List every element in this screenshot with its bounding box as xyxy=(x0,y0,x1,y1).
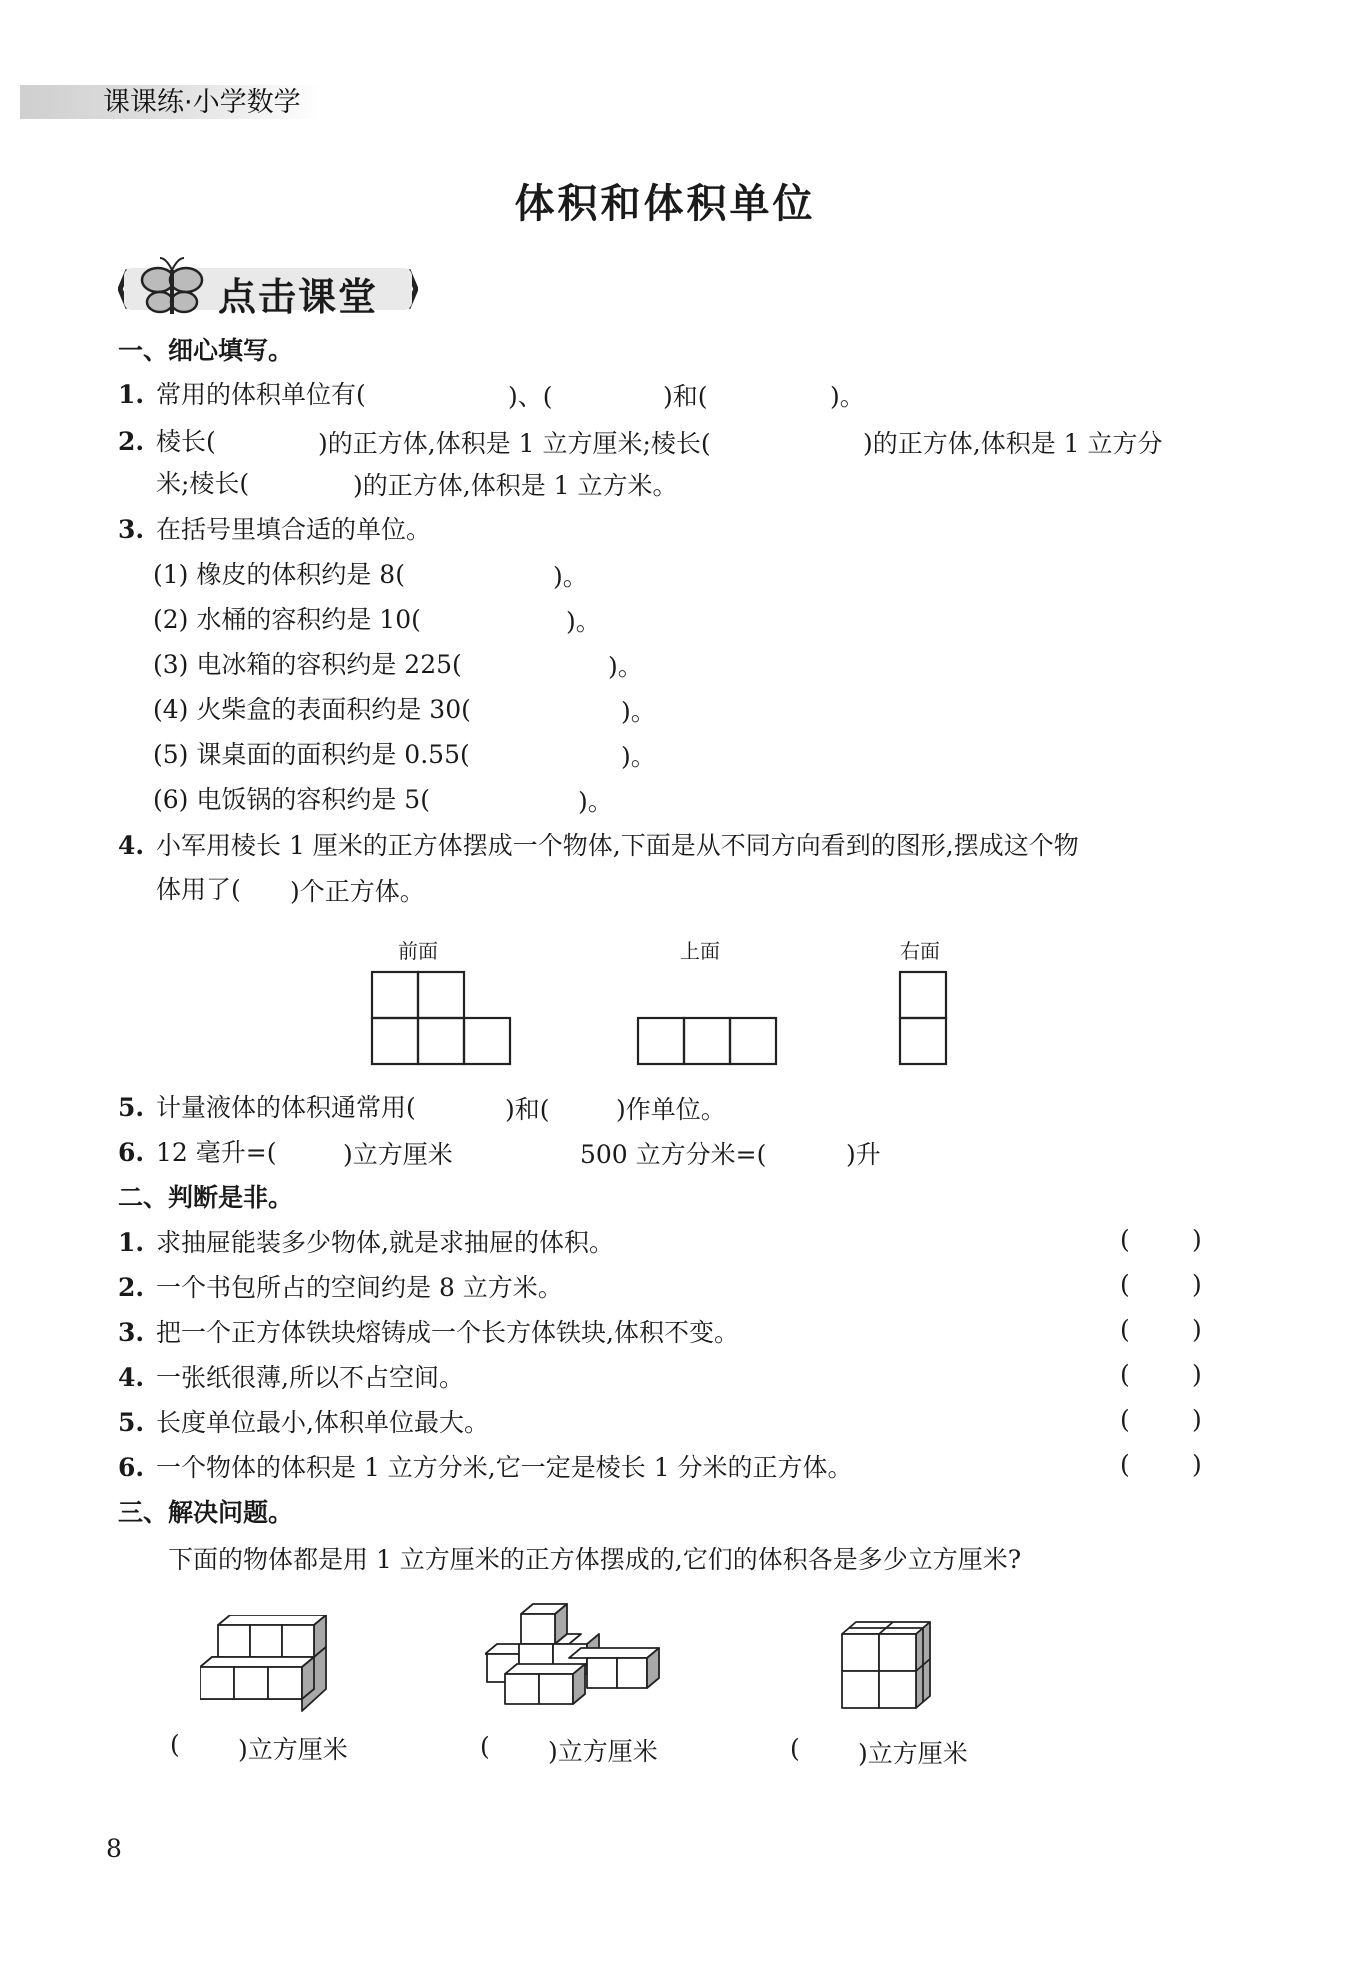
section2-heading: 二、判断是非。 xyxy=(118,1183,294,1212)
blank-1-5b: )和( xyxy=(505,1095,550,1124)
cube-figure-2 xyxy=(485,1600,670,1715)
top-view-grid xyxy=(636,1016,781,1068)
view-label-right: 右面 xyxy=(900,939,940,963)
blank-1-2c: )的正方体,体积是 1 立方分 xyxy=(863,429,1163,458)
blank-1-4-close: )个正方体。 xyxy=(290,877,425,906)
unit-item-1: (1) 橡皮的体积约是 8( xyxy=(153,560,405,589)
judge-blank-6-close: ) xyxy=(1192,1450,1202,1479)
judge-blank-5-close: ) xyxy=(1192,1405,1202,1434)
unit-item-3: (3) 电冰箱的容积约是 225( xyxy=(153,650,462,679)
cube-figure-3 xyxy=(840,1620,940,1715)
judge-blank-1-open: ( xyxy=(1120,1225,1130,1254)
butterfly-icon xyxy=(142,258,202,314)
blank-1-5c: )作单位。 xyxy=(616,1095,726,1124)
question-1-3: 3. 在括号里填合适的单位。 xyxy=(118,515,432,544)
cube-figure-1 xyxy=(200,1615,335,1715)
blank-1-1c: )和( xyxy=(663,382,708,411)
question-1-4-line2: 体用了( xyxy=(156,875,241,904)
judge-blank-5-open: ( xyxy=(1120,1405,1130,1434)
judge-blank-1-close: ) xyxy=(1192,1225,1202,1254)
unit-item-5-close: )。 xyxy=(621,742,656,771)
view-label-front: 前面 xyxy=(398,939,438,963)
unit-item-6: (6) 电饭锅的容积约是 5( xyxy=(153,785,430,814)
blank-1-1b: )、( xyxy=(508,382,553,411)
blank-1-6b: )立方厘米 xyxy=(343,1140,453,1169)
question-1-5: 5. 计量液体的体积通常用( xyxy=(118,1093,416,1122)
question-1-2-line2: 米;棱长( xyxy=(156,469,250,498)
header-title: 课课练·小学数学 xyxy=(103,87,301,118)
answer-3-open: ( xyxy=(790,1734,800,1763)
judge-item-5: 5. 长度单位最小,体积单位最大。 xyxy=(118,1408,489,1437)
judge-item-3: 3. 把一个正方体铁块熔铸成一个长方体铁块,体积不变。 xyxy=(118,1318,739,1347)
judge-blank-3-close: ) xyxy=(1192,1315,1202,1344)
section3-heading: 三、解决问题。 xyxy=(118,1498,294,1527)
right-view-grid xyxy=(898,970,950,1068)
judge-blank-4-open: ( xyxy=(1120,1360,1130,1389)
blank-1-6d: )升 xyxy=(846,1140,881,1169)
view-label-top: 上面 xyxy=(680,939,720,963)
blank-1-6c: 500 立方分米=( xyxy=(580,1140,767,1169)
section3-question: 下面的物体都是用 1 立方厘米的正方体摆成的,它们的体积各是多少立方厘米? xyxy=(168,1545,1022,1574)
blank-1-2e: )的正方体,体积是 1 立方米。 xyxy=(353,471,678,500)
judge-item-2: 2. 一个书包所占的空间约是 8 立方米。 xyxy=(118,1273,563,1302)
answer-1-unit: )立方厘米 xyxy=(238,1735,348,1764)
judge-blank-4-close: ) xyxy=(1192,1360,1202,1389)
answer-3-unit: )立方厘米 xyxy=(858,1739,968,1768)
page-number: 8 xyxy=(106,1834,122,1863)
answer-2-open: ( xyxy=(480,1732,490,1761)
judge-blank-3-open: ( xyxy=(1120,1315,1130,1344)
judge-item-4: 4. 一张纸很薄,所以不占空间。 xyxy=(118,1363,464,1392)
judge-item-6: 6. 一个物体的体积是 1 立方分米,它一定是棱长 1 分米的正方体。 xyxy=(118,1453,853,1482)
unit-item-3-close: )。 xyxy=(608,652,643,681)
unit-item-1-close: )。 xyxy=(553,562,588,591)
blank-1-1d: )。 xyxy=(830,382,865,411)
answer-1-open: ( xyxy=(170,1730,180,1759)
question-1-4: 4. 小军用棱长 1 厘米的正方体摆成一个物体,下面是从不同方向看到的图形,摆成这个物 xyxy=(118,831,1079,860)
question-1-1: 1. 常用的体积单位有( xyxy=(118,380,366,409)
front-view-grid xyxy=(370,970,515,1068)
question-1-6: 6. 12 毫升=( xyxy=(118,1138,277,1167)
judge-blank-2-open: ( xyxy=(1120,1270,1130,1299)
judge-item-1: 1. 求抽屉能装多少物体,就是求抽屉的体积。 xyxy=(118,1228,614,1257)
section-banner-label: 点击课堂 xyxy=(218,275,379,319)
unit-item-5: (5) 课桌面的面积约是 0.55( xyxy=(153,740,470,769)
unit-item-2: (2) 水桶的容积约是 10( xyxy=(153,605,421,634)
judge-blank-6-open: ( xyxy=(1120,1450,1130,1479)
unit-item-6-close: )。 xyxy=(578,787,613,816)
blank-1-2b: )的正方体,体积是 1 立方厘米;棱长( xyxy=(318,429,711,458)
judge-blank-2-close: ) xyxy=(1192,1270,1202,1299)
answer-2-unit: )立方厘米 xyxy=(548,1737,658,1766)
page-title: 体积和体积单位 xyxy=(514,181,816,227)
section1-heading: 一、细心填写。 xyxy=(118,336,294,365)
unit-item-2-close: )。 xyxy=(566,607,601,636)
question-1-2: 2. 棱长( xyxy=(118,427,216,456)
unit-item-4: (4) 火柴盒的表面积约是 30( xyxy=(153,695,471,724)
unit-item-4-close: )。 xyxy=(621,697,656,726)
